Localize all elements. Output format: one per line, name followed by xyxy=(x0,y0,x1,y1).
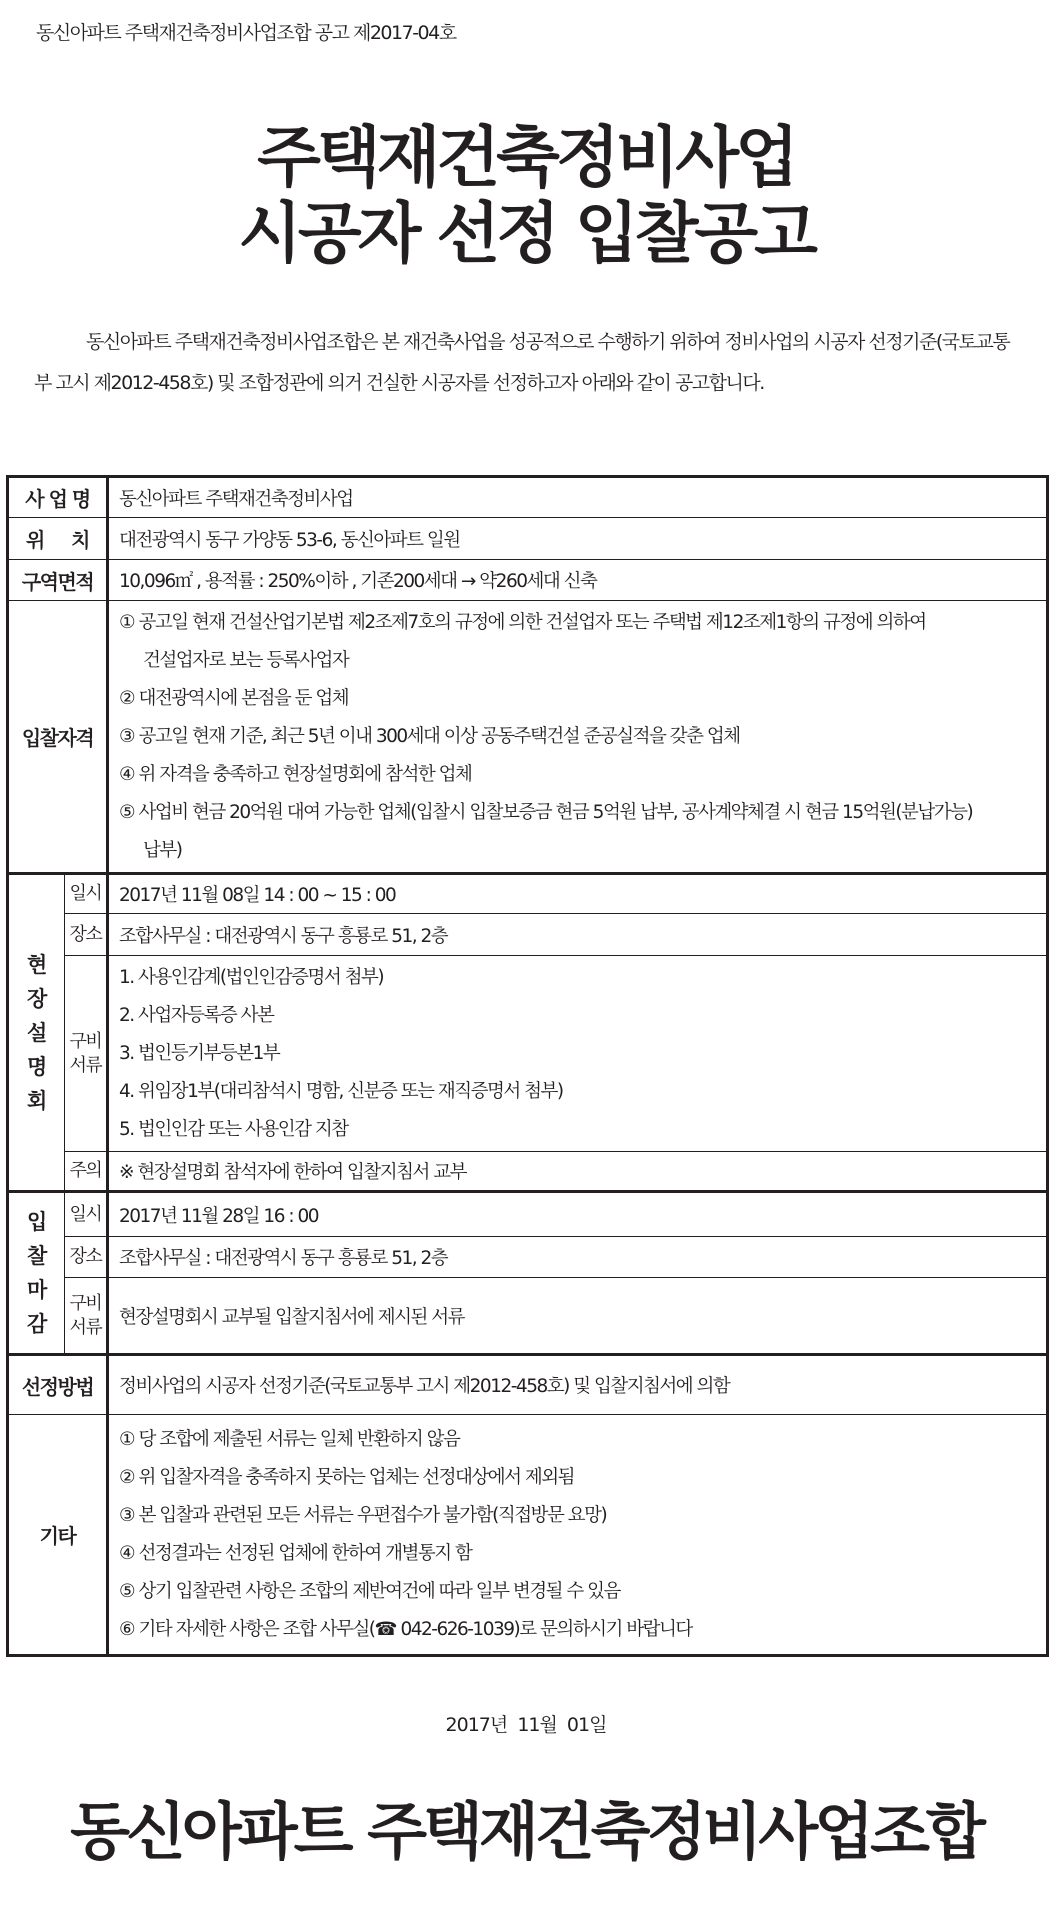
label-line: 서류 xyxy=(69,1054,102,1076)
value-deadline-place: 조합사무실 : 대전광역시 동구 흥룡로 51, 2층 xyxy=(108,1237,1048,1278)
announcement-table xyxy=(6,475,1049,1657)
value-area: 10,096㎡ , 용적률 : 250%이하 , 기존200세대 → 약260세대 신축 xyxy=(108,560,1048,601)
briefing-documents-list xyxy=(108,956,1048,1152)
label-char: 입 xyxy=(26,1210,46,1234)
label-char: 찰 xyxy=(26,1244,46,1268)
row-briefing-place xyxy=(8,914,1048,956)
row-project-name xyxy=(8,477,1048,518)
list-item: ④ 위 자격을 충족하고 현장설명회에 참석한 업체 xyxy=(119,763,472,785)
list-item: ② 대전광역시에 본점을 둔 업체 xyxy=(119,687,349,709)
label-deadline-place: 장소 xyxy=(64,1237,107,1278)
list-item: ① 공고일 현재 건설산업기본법 제2조제7호의 규정에 의한 건설업자 또는 주택법 제12조제1항의 규정에 의하여 xyxy=(119,611,926,633)
list-item: 건설업자로 보는 등록사업자 xyxy=(143,649,349,671)
list-item: ③ 본 입찰과 관련된 모든 서류는 우편접수가 불가함(직접방문 요망) xyxy=(119,1504,607,1526)
row-area xyxy=(8,560,1048,601)
label-project-name: 사 업 명 xyxy=(8,477,108,518)
list-item: ③ 공고일 현재 기준, 최근 5년 이내 300세대 이상 공동주택건설 준공실적을 갖춘 업체 xyxy=(119,725,740,747)
label-char: 회 xyxy=(26,1088,46,1113)
row-deadline-place xyxy=(8,1237,1048,1278)
organization-name: 동신아파트 주택재건축정비사업조합 xyxy=(70,1795,982,1868)
row-deadline-documents xyxy=(8,1278,1048,1355)
row-briefing-note xyxy=(8,1152,1048,1192)
label-char: 설 xyxy=(26,1020,46,1045)
row-etc xyxy=(8,1415,1048,1656)
label-location: 위 치 xyxy=(8,518,108,560)
label-deadline-datetime: 일시 xyxy=(64,1192,107,1237)
title-line-2: 시공자 선정 입찰공고 xyxy=(238,195,814,272)
label-selection: 선정방법 xyxy=(8,1355,108,1415)
announcement-date: 2017년 11월 01일 xyxy=(445,1714,607,1736)
notice-number: 동신아파트 주택재건축정비사업조합 공고 제2017-04호 xyxy=(36,22,456,44)
intro-paragraph: 동신아파트 주택재건축정비사업조합은 본 재건축사업을 성공적으로 수행하기 위하여 정비사업의 시공자 선정기준(국토교통부 고시 제2012-458호) 및 조합정관에 의거 건실한 시공자를 선정하고자 아래와 같이 공고합니다. xyxy=(34,331,1010,394)
list-item: 1. 사용인감계(법인인감증명서 첨부) xyxy=(119,966,384,988)
value-deadline-documents: 현장설명회시 교부될 입찰지침서에 제시된 서류 xyxy=(108,1278,1048,1355)
label-line: 구비 xyxy=(69,1030,102,1052)
list-item: 3. 법인등기부등본1부 xyxy=(119,1042,280,1064)
list-item: ⑥ 기타 자세한 사항은 조합 사무실(☎ 042-626-1039)로 문의하시기 바랍니다 xyxy=(119,1618,692,1640)
value-project-name: 동신아파트 주택재건축정비사업 xyxy=(108,477,1048,518)
label-site-briefing xyxy=(8,874,65,1192)
row-deadline-datetime xyxy=(8,1192,1048,1237)
title-line-1: 주택재건축정비사업 xyxy=(257,119,795,196)
value-briefing-datetime: 2017년 11월 08일 14 : 00 ~ 15 : 00 xyxy=(108,874,1048,914)
label-briefing-note: 주의 xyxy=(64,1152,107,1192)
label-line: 구비 xyxy=(69,1292,102,1314)
list-item: ② 위 입찰자격을 충족하지 못하는 업체는 선정대상에서 제외됨 xyxy=(119,1466,575,1488)
row-briefing-datetime xyxy=(8,874,1048,914)
value-selection: 정비사업의 시공자 선정기준(국토교통부 고시 제2012-458호) 및 입찰지침서에 의함 xyxy=(108,1355,1048,1415)
row-briefing-documents xyxy=(8,956,1048,1152)
label-briefing-place: 장소 xyxy=(64,914,107,956)
label-char: 현 xyxy=(26,952,46,977)
label-briefing-datetime: 일시 xyxy=(64,874,107,914)
value-briefing-place: 조합사무실 : 대전광역시 동구 흥룡로 51, 2층 xyxy=(108,914,1048,956)
row-selection xyxy=(8,1355,1048,1415)
label-line: 서류 xyxy=(69,1316,102,1338)
value-location: 대전광역시 동구 가양동 53-6, 동신아파트 일원 xyxy=(108,518,1048,560)
row-qualification xyxy=(8,601,1048,874)
label-area: 구역면적 xyxy=(8,560,108,601)
label-briefing-documents xyxy=(64,956,107,1152)
row-location xyxy=(8,518,1048,560)
label-deadline-documents xyxy=(64,1278,107,1355)
label-char: 장 xyxy=(26,986,46,1011)
list-item: ⑤ 상기 입찰관련 사항은 조합의 제반여건에 따라 일부 변경될 수 있음 xyxy=(119,1580,620,1602)
value-deadline-datetime: 2017년 11월 28일 16 : 00 xyxy=(108,1192,1048,1237)
label-qualification: 입찰자격 xyxy=(8,601,108,874)
label-char: 명 xyxy=(26,1054,46,1079)
list-item: 2. 사업자등록증 사본 xyxy=(119,1004,274,1026)
label-bid-deadline xyxy=(8,1192,65,1355)
label-char: 마 xyxy=(26,1278,46,1302)
list-item: ⑤ 사업비 현금 20억원 대여 가능한 업체(입찰시 입찰보증금 현금 5억원 납부, 공사계약체결 시 현금 15억원(분납가능) xyxy=(119,801,973,823)
list-item: 납부) xyxy=(143,839,182,861)
list-item: ① 당 조합에 제출된 서류는 일체 반환하지 않음 xyxy=(119,1428,460,1450)
etc-list xyxy=(108,1415,1048,1656)
list-item: 5. 법인인감 또는 사용인감 지참 xyxy=(119,1118,348,1140)
list-item: 4. 위임장1부(대리참석시 명함, 신분증 또는 재직증명서 첨부) xyxy=(119,1080,563,1102)
label-etc: 기타 xyxy=(8,1415,108,1656)
list-item: ④ 선정결과는 선정된 업체에 한하여 개별통지 함 xyxy=(119,1542,472,1564)
qualification-list xyxy=(108,601,1048,874)
value-briefing-note: ※ 현장설명회 참석자에 한하여 입찰지침서 교부 xyxy=(108,1152,1048,1192)
label-char: 감 xyxy=(26,1312,46,1336)
